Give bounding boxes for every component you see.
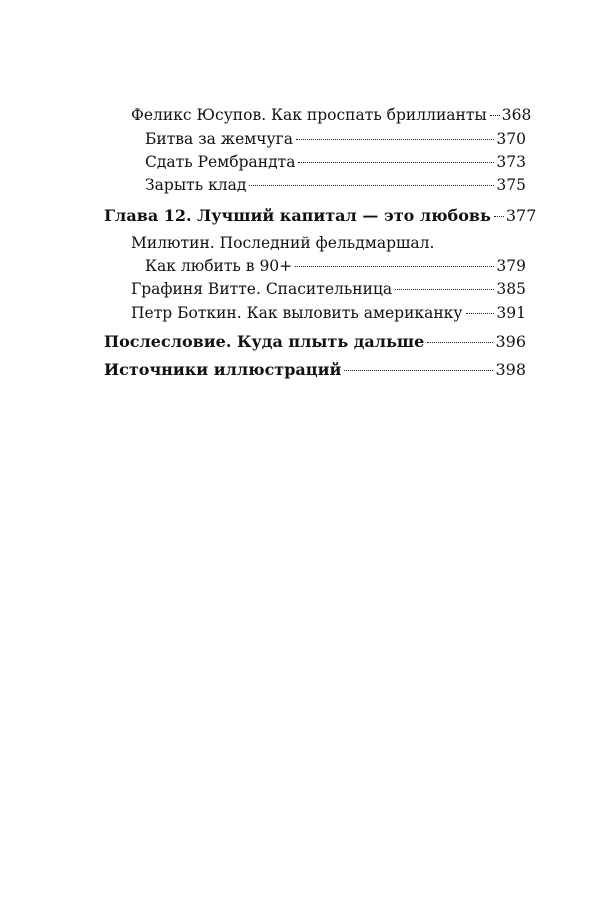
toc-entry [131, 303, 526, 323]
toc-entry [145, 175, 526, 195]
dot-leader [466, 313, 495, 314]
toc-chapter-entry [104, 360, 526, 380]
toc-entry-title: Битва за жемчуга [145, 130, 294, 148]
toc-entry-page: 391 [496, 304, 526, 322]
toc-entry [131, 279, 526, 299]
toc-entry-page: 368 [501, 106, 532, 124]
toc-entry [145, 129, 526, 149]
toc-entry-title: Послесловие. Куда плыть дальше [104, 332, 425, 351]
toc-entry-page: 398 [495, 360, 526, 379]
dot-leader [296, 139, 494, 140]
toc-chapter-entry [104, 206, 537, 226]
toc-entry-title: Феликс Юсупов. Как проспать бриллианты [131, 106, 487, 124]
toc-entry-title: Источники иллюстраций [104, 360, 342, 379]
toc-entry-title: Графиня Витте. Спасительница [131, 280, 393, 298]
dot-leader [494, 216, 504, 217]
toc-entry-page: 385 [496, 280, 526, 298]
toc-entry-page: 373 [496, 153, 526, 171]
toc-chapter-entry [104, 332, 526, 352]
toc-entry-title: Петр Боткин. Как выловить американку [131, 304, 463, 322]
toc-entry-page: 375 [496, 176, 526, 194]
toc-entry-page: 396 [495, 332, 526, 351]
toc-entry-page: 377 [505, 206, 537, 225]
toc-entry-page: 379 [496, 257, 526, 275]
toc-entry-title: Глава 12. Лучший капитал — это любовь [104, 206, 491, 225]
dot-leader [490, 115, 500, 116]
dot-leader [344, 370, 493, 371]
dot-leader [427, 342, 493, 343]
dot-leader [395, 289, 494, 290]
toc-entry [145, 256, 526, 276]
toc-entry-title: Сдать Рембрандта [145, 153, 296, 171]
toc-entry-title-line1: Милютин. Последний фельдмаршал. [131, 234, 435, 252]
dot-leader [249, 185, 494, 186]
toc-entry-title: Как любить в 90+ [145, 257, 293, 275]
toc-entry-title: Зарыть клад [145, 176, 247, 194]
dot-leader [298, 162, 494, 163]
toc-entry [145, 152, 526, 172]
toc-entry-page: 370 [496, 130, 526, 148]
toc-entry [131, 105, 532, 125]
dot-leader [295, 266, 494, 267]
